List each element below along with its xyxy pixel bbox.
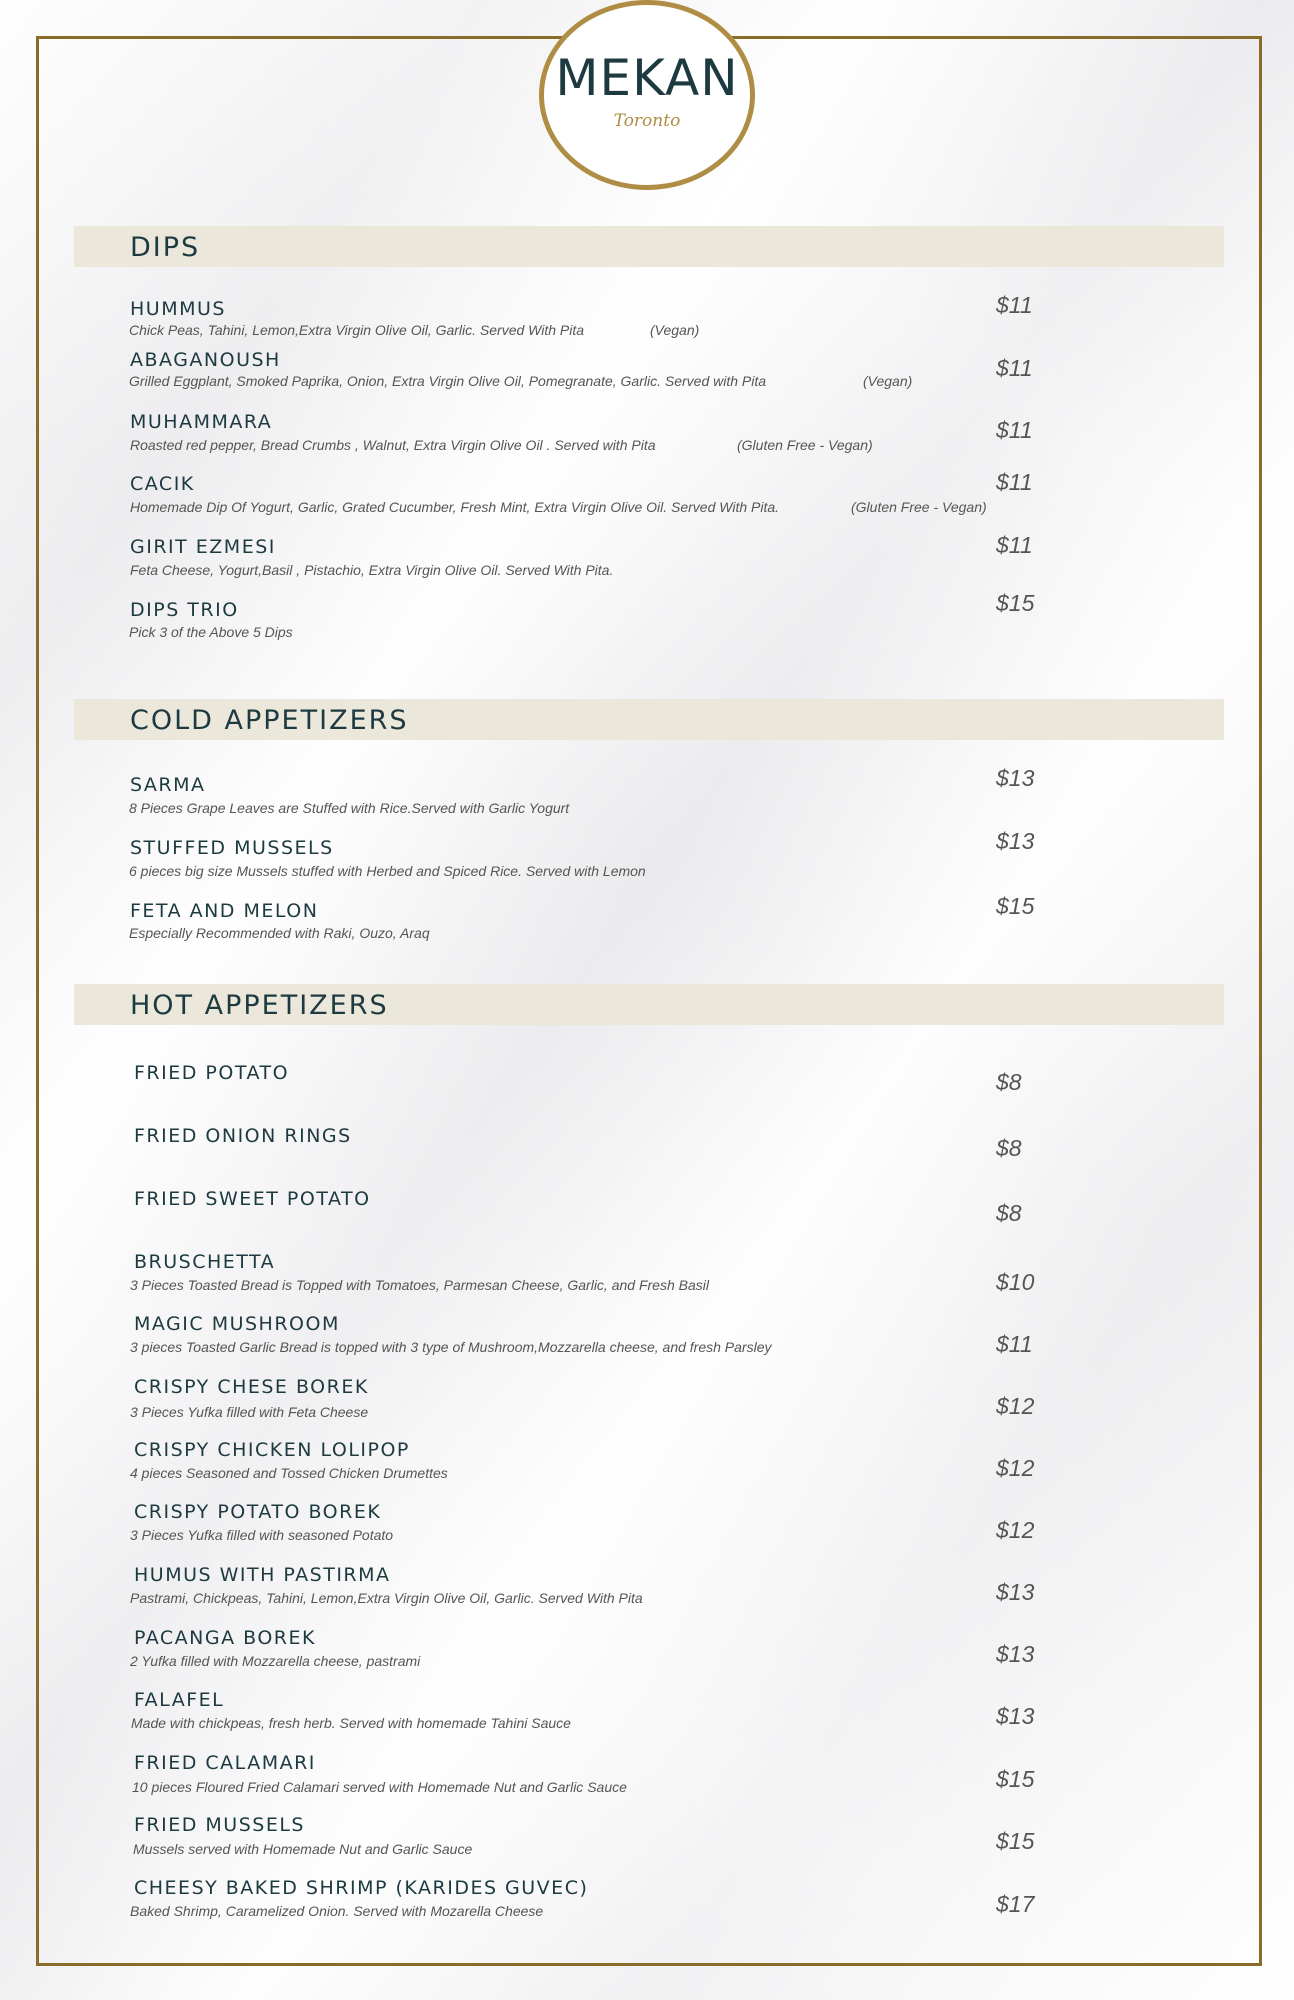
item-description: 4 pieces Seasoned and Tossed Chicken Drumettes — [130, 1465, 448, 1481]
item-price: $11 — [996, 355, 1033, 381]
item-name: CRISPY CHESE BOREK — [134, 1376, 369, 1398]
item-name: MAGIC MUSHROOM — [134, 1313, 340, 1335]
item-description: 10 pieces Floured Fried Calamari served with Homemade Nut and Garlic Sauce — [132, 1779, 627, 1795]
item-description: Feta Cheese, Yogurt,Basil , Pistachio, Extra Virgin Olive Oil. Served With Pita. — [130, 562, 614, 578]
item-price: $8 — [996, 1069, 1022, 1095]
item-name: ABAGANOUSH — [130, 349, 281, 371]
section-band-dips — [74, 226, 1224, 267]
item-description: Baked Shrimp, Caramelized Onion. Served with Mozarella Cheese — [130, 1903, 544, 1919]
item-name: FRIED POTATO — [134, 1062, 290, 1084]
item-diet-tag: (Gluten Free - Vegan) — [851, 499, 987, 515]
item-description: Homemade Dip Of Yogurt, Garlic, Grated Cucumber, Fresh Mint, Extra Virgin Olive Oil. Served With Pita. — [130, 499, 780, 515]
item-price: $12 — [996, 1517, 1035, 1543]
item-name: FRIED SWEET POTATO — [134, 1188, 371, 1210]
item-name: CRISPY POTATO BOREK — [134, 1501, 382, 1523]
item-price: $13 — [996, 1579, 1035, 1605]
item-description: Made with chickpeas, fresh herb. Served with homemade Tahini Sauce — [131, 1715, 571, 1731]
section-title-dips: DIPS — [130, 232, 201, 263]
item-price: $12 — [996, 1393, 1035, 1419]
item-description: Chick Peas, Tahini, Lemon,Extra Virgin Olive Oil, Garlic. Served With Pita — [129, 322, 585, 338]
item-price: $8 — [996, 1200, 1022, 1226]
item-price: $15 — [996, 893, 1035, 919]
item-price: $15 — [996, 1828, 1035, 1854]
item-name: DIPS TRIO — [130, 599, 239, 621]
item-name: FALAFEL — [134, 1689, 225, 1711]
item-price: $11 — [996, 417, 1033, 443]
item-description: Mussels served with Homemade Nut and Garlic Sauce — [133, 1841, 473, 1857]
item-description: 8 Pieces Grape Leaves are Stuffed with Rice.Served with Garlic Yogurt — [129, 800, 570, 816]
logo-city: Toronto — [613, 111, 681, 131]
item-price: $13 — [996, 1641, 1035, 1667]
item-price: $10 — [996, 1269, 1035, 1295]
item-description: Pastrami, Chickpeas, Tahini, Lemon,Extra Virgin Olive Oil, Garlic. Served With Pita — [130, 1590, 643, 1606]
item-name: PACANGA BOREK — [134, 1627, 316, 1649]
item-diet-tag: (Vegan) — [650, 322, 700, 338]
section-title-hot: HOT APPETIZERS — [130, 990, 389, 1021]
item-description: 3 Pieces Toasted Bread is Topped with Tomatoes, Parmesan Cheese, Garlic, and Fresh Basil — [130, 1277, 709, 1293]
item-name: FRIED ONION RINGS — [134, 1125, 352, 1147]
item-price: $13 — [996, 828, 1035, 854]
item-description: Pick 3 of the Above 5 Dips — [129, 624, 293, 640]
item-price: $11 — [996, 1331, 1033, 1357]
item-price: $17 — [996, 1891, 1035, 1917]
item-name: FRIED MUSSELS — [134, 1814, 305, 1836]
item-name: FRIED CALAMARI — [134, 1752, 316, 1774]
item-price: $8 — [996, 1135, 1022, 1161]
item-price: $15 — [996, 590, 1035, 616]
item-description: Grilled Eggplant, Smoked Paprika, Onion, Extra Virgin Olive Oil, Pomegranate, Garlic. Served with Pita — [129, 373, 767, 389]
item-diet-tag: (Vegan) — [863, 373, 913, 389]
item-price: $15 — [996, 1766, 1035, 1792]
item-name: GIRIT EZMESI — [130, 536, 276, 558]
item-name: MUHAMMARA — [130, 411, 273, 433]
item-description: 3 Pieces Yufka filled with Feta Cheese — [130, 1404, 369, 1420]
item-price: $11 — [996, 292, 1033, 318]
section-title-cold: COLD APPETIZERS — [130, 705, 409, 736]
item-name: CRISPY CHICKEN LOLIPOP — [134, 1439, 410, 1461]
item-name: FETA AND MELON — [130, 900, 319, 922]
item-name: SARMA — [130, 774, 206, 796]
item-description: Especially Recommended with Raki, Ouzo, Araq — [129, 925, 430, 941]
item-name: HUMUS WITH PASTIRMA — [134, 1564, 391, 1586]
item-name: STUFFED MUSSELS — [130, 837, 334, 859]
item-name: CHEESY BAKED SHRIMP (KARIDES GUVEC) — [134, 1877, 589, 1899]
item-price: $13 — [996, 1703, 1035, 1729]
item-price: $12 — [996, 1455, 1035, 1481]
item-price: $11 — [996, 469, 1033, 495]
item-description: 2 Yufka filled with Mozzarella cheese, pastrami — [130, 1653, 421, 1669]
item-description: 3 pieces Toasted Garlic Bread is topped with 3 type of Mushroom,Mozzarella cheese, and fresh Parsley — [130, 1339, 772, 1355]
logo-name: MEKAN — [555, 49, 739, 107]
item-name: CACIK — [130, 473, 195, 495]
item-diet-tag: (Gluten Free - Vegan) — [737, 437, 873, 453]
item-description: Roasted red pepper, Bread Crumbs , Walnut, Extra Virgin Olive Oil . Served with Pita — [130, 437, 656, 453]
item-price: $13 — [996, 765, 1035, 791]
item-description: 3 Pieces Yufka filled with seasoned Potato — [130, 1527, 394, 1543]
item-name: BRUSCHETTA — [134, 1251, 276, 1273]
item-price: $11 — [996, 532, 1033, 558]
item-name: HUMMUS — [130, 298, 226, 320]
item-description: 6 pieces big size Mussels stuffed with Herbed and Spiced Rice. Served with Lemon — [129, 863, 646, 879]
restaurant-logo — [539, 0, 755, 190]
